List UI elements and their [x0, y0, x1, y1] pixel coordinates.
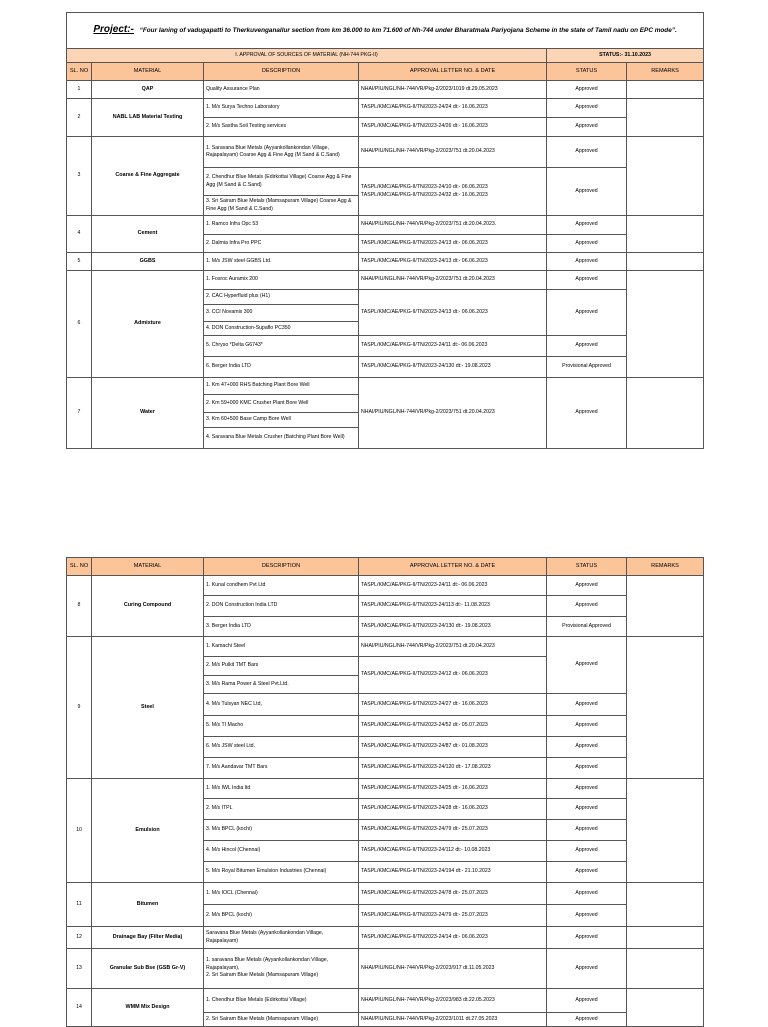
status: Approved: [547, 81, 627, 99]
status: Approved: [547, 927, 627, 949]
status: Approved: [547, 118, 627, 137]
description: 3. Km 60+500 Base Camp Bore Well: [204, 413, 359, 428]
approval-letter: TASPL/KMC/AE/PKG-II/TN/2023-24/113 dt:- 11.08.2023: [359, 596, 547, 617]
status: Approved: [547, 378, 627, 449]
sl-no: 10: [67, 779, 92, 883]
remarks: [627, 883, 704, 927]
material: NABL LAB Material Testing: [92, 99, 204, 137]
material: Drainage Bay (Filter Media): [92, 927, 204, 949]
description: 3. M/s BPCL (kochi): [204, 820, 359, 841]
project-description: “Four laning of vadugapatti to Therkuvenganallur section from km 36.000 to km 71.600 of Nh-744 under Bharatmala Pariyojana Scheme in the state of Tamil nadu on EPC mode”.: [139, 27, 677, 34]
material: Emulsion: [92, 779, 204, 883]
sl-no: 2: [67, 99, 92, 137]
header-remarks: REMARKS: [627, 558, 704, 576]
approval-letter: TASPL/KMC/AE/PKG-II/TN/2023-24/28 dt:- 16.06.2023: [359, 799, 547, 820]
sl-no: 3: [67, 137, 92, 216]
description: 1. Chendhur Blue Metals (Edirkottai Village): [204, 989, 359, 1013]
status: Approved: [547, 99, 627, 118]
sl-no: 1: [67, 81, 92, 99]
sl-no: 13: [67, 949, 92, 989]
description: 2. Km 59+000 KMC Crusher Plant Bore Well: [204, 395, 359, 413]
approval-letter: TASPL/KMC/AE/PKG-II/TN/2023-24/14 dt:- 06.06.2023: [359, 927, 547, 949]
table-row: [67, 99, 704, 118]
approval-letter: TASPL/KMC/AE/PKG-II/TN/2023-24/78 dt:- 25.07.2023: [359, 883, 547, 905]
approval-letter: TASPL/KMC/AE/PKG-II/TN/2023-24/11 dt:- 06.06.2023: [359, 576, 547, 596]
table-row: [67, 989, 704, 1013]
description: 4. Saravana Blue Metals Crusher (Batching Plant Bore Well): [204, 428, 359, 449]
sl-no: 12: [67, 927, 92, 949]
material: Admixture: [92, 271, 204, 378]
approval-letter: TASPL/KMC/AE/PKG-II/TN/2023-24/87 dt:- 01.08.2023: [359, 737, 547, 758]
description: 1. Kunal condhem Pvt Ltd: [204, 576, 359, 596]
remarks: [627, 779, 704, 883]
project-title: [67, 13, 704, 49]
approval-letter: NHAI/PIU/NGL/NH-744/VR/Pkg-2/2023/751 dt.20.04.2023.: [359, 216, 547, 235]
section-title: I. APPROVAL OF SOURCES OF MATERIAL (NH-744 PKG-II): [67, 49, 547, 63]
description: 1. M/s Surya Techno Laboratory: [204, 99, 359, 118]
status: Approved: [547, 862, 627, 883]
description: Quality Assurance Plan: [204, 81, 359, 99]
sl-no: 4: [67, 216, 92, 253]
approval-letter: TASPL/KMC/AE/PKG-II/TN/2023-24/194 dt:- 21.10.2023: [359, 862, 547, 883]
approval-table-page-1: [66, 12, 704, 449]
description: 2. M/s ITPL: [204, 799, 359, 820]
description: 2. Chendhur Blue Metals (Edirkottai Village) Coarse Agg & Fine Agg (M Sand & C.Sand): [204, 168, 359, 196]
table-row: [67, 949, 704, 989]
description: 7. M/s Aandavar TMT Bars: [204, 758, 359, 779]
status: Approved: [547, 883, 627, 905]
remarks: [627, 637, 704, 779]
header-sl-no: SL. NO: [67, 558, 92, 576]
description: [204, 949, 359, 989]
approval-letter-line: TASPL/KMC/AE/PKG-II/TN/2023-24/10 dt:- 06.06.2023: [361, 184, 488, 191]
remarks: [627, 949, 704, 989]
sl-no: 11: [67, 883, 92, 927]
approval-letter: TASPL/KMC/AE/PKG-II/TN/2023-24/120 dt:- 17.08.2023: [359, 758, 547, 779]
approval-letter: TASPL/KMC/AE/PKG-II/TN/2023-24/130 dt:- 19.08.2023: [359, 357, 547, 378]
description: 1. M/s JSW steel GGBS Ltd.: [204, 253, 359, 271]
table-row: [67, 883, 704, 905]
status: Approved: [547, 137, 627, 168]
approval-letter: TASPL/KMC/AE/PKG-II/TN/2023-24/52 dt:- 05.07.2023: [359, 716, 547, 737]
approval-letter: [359, 168, 547, 216]
approval-letter: NHAI/PIU/NGL/NH-744/VR/Pkg-2/2023/1011 dt.27.05.2023: [359, 1013, 547, 1027]
status: Approved: [547, 336, 627, 357]
approval-letter: NHAI/PIU/NGL/NH-744/VR/Pkg-2/2023/1019 dt.29.05.2023: [359, 81, 547, 99]
remarks: [627, 253, 704, 271]
description: 1. Saravana Blue Metals (Ayyankollankondan Village, Rajapalayam) Coarse Agg & Fine Agg (M Sand & C.Sand): [204, 137, 359, 168]
material: Cement: [92, 216, 204, 253]
description: 2. M/s BPCL (kochi): [204, 905, 359, 927]
description: 2. Sri Sairam Blue Metals (Mamsapuram Village): [204, 1013, 359, 1027]
description: 4. M/s Hincol (Chennai): [204, 841, 359, 862]
table-row: [67, 216, 704, 235]
remarks: [627, 989, 704, 1027]
status: Provisional Approved: [547, 357, 627, 378]
status: Approved: [547, 949, 627, 989]
description: 1. Kamachi Steel: [204, 637, 359, 657]
header-status: STATUS: [547, 63, 627, 81]
table-row: [67, 779, 704, 799]
table-row: [67, 271, 704, 290]
header-status: STATUS: [547, 558, 627, 576]
approval-letter: TASPL/KMC/AE/PKG-II/TN/2023-24/11 dt:- 06.06.2023: [359, 336, 547, 357]
remarks: [627, 137, 704, 216]
approval-letter: NHAI/PIU/NGL/NH-744/VR/Pkg-2/2023/751 dt.20.04.2023: [359, 378, 547, 449]
approval-letter: NHAI/PIU/NGL/NH-744/VR/Pkg-2/2023/751 dt.20.04.2023: [359, 637, 547, 657]
status: Approved: [547, 168, 627, 216]
description: 4. M/s Tulsyan NEC Ltd,: [204, 694, 359, 716]
description: 2. M/s Pulkit TMT Bars: [204, 657, 359, 676]
description: 2. DON Construction India LTD: [204, 596, 359, 617]
approval-letter: TASPL/KMC/AE/PKG-II/TN/2023-24/79 dt:- 25.07.2023: [359, 820, 547, 841]
status: Approved: [547, 841, 627, 862]
description: 6. M/s JSW steel Ltd.: [204, 737, 359, 758]
sl-no: 9: [67, 637, 92, 779]
approval-letter: NHAI/PIU/NGL/NH-744/VR/Pkg-2/2023/751 dt.20.04.2023: [359, 137, 547, 168]
status: Approved: [547, 290, 627, 336]
remarks: [627, 378, 704, 449]
material: WMM Mix Design: [92, 989, 204, 1027]
description: 3. Berger India LTD: [204, 617, 359, 637]
table-row: [67, 576, 704, 596]
description: 1. Km 47+000 RHS Batching Plant Bore Well: [204, 378, 359, 395]
approval-letter: TASPL/KMC/AE/PKG-II/TN/2023-24/12 dt:- 06.06.2023: [359, 657, 547, 694]
remarks: [627, 81, 704, 99]
remarks: [627, 99, 704, 137]
description: 2. Dalmia Infra Pro PPC: [204, 235, 359, 253]
description: 5. Chryso *Delta G6743*: [204, 336, 359, 357]
approval-letter: TASPL/KMC/AE/PKG-II/TN/2023-24/112 dt:- 10.08.2023: [359, 841, 547, 862]
description: 3. CCI Novamix 300: [204, 305, 359, 322]
approval-letter: NHAI/PIU/NGL/NH-744/VR/Pkg-2/2023/983 dt.22.05.2023: [359, 989, 547, 1013]
material: Granular Sub Bse (GSB Gr-V): [92, 949, 204, 989]
table-row: [67, 253, 704, 271]
status: Approved: [547, 216, 627, 235]
table-header-row: [67, 558, 704, 576]
approval-letter: TASPL/KMC/AE/PKG-II/TN/2023-24/27 dt:- 16.06.2023: [359, 694, 547, 716]
approval-letter: TASPL/KMC/AE/PKG-II/TN/2023-24/130 dt:- 19.08.2023: [359, 617, 547, 637]
status: Approved: [547, 1013, 627, 1027]
description: 5. M/s TI Macho: [204, 716, 359, 737]
header-material: MATERIAL: [92, 63, 204, 81]
material: Steel: [92, 637, 204, 779]
status: Provisional Approved: [547, 617, 627, 637]
table-header-row: [67, 63, 704, 81]
status: Approved: [547, 799, 627, 820]
approval-letter: TASPL/KMC/AE/PKG-II/TN/2023-24/26 dt:- 16.06.2023: [359, 118, 547, 137]
approval-letter: TASPL/KMC/AE/PKG-II/TN/2023-24/25 dt:- 16.06.2023: [359, 779, 547, 799]
table-row: [67, 81, 704, 99]
description: 5. M/s Royal Bitumen Emulsion Industries (Chennai): [204, 862, 359, 883]
header-approval-letter: APPROVAL LETTER NO. & DATE: [359, 63, 547, 81]
approval-table-page-2: [66, 557, 704, 1027]
status: Approved: [547, 253, 627, 271]
remarks: [627, 216, 704, 253]
description: 3. M/s Rama Power & Steel Pvt.Ltd.: [204, 676, 359, 694]
description: 1. M/s IOCL (Chennai): [204, 883, 359, 905]
description: 2. CAC Hyperfluid plus (H1): [204, 290, 359, 305]
material: Bitumen: [92, 883, 204, 927]
project-label: Project:-: [93, 24, 134, 35]
description: 2. M/s Sastha Soil Testing services: [204, 118, 359, 137]
material: QAP: [92, 81, 204, 99]
status: Approved: [547, 637, 627, 694]
status: Approved: [547, 694, 627, 716]
header-remarks: REMARKS: [627, 63, 704, 81]
material: Water: [92, 378, 204, 449]
status: Approved: [547, 989, 627, 1013]
table-row: [67, 637, 704, 657]
description: 1. Fosroc Auramix 200: [204, 271, 359, 290]
remarks: [627, 576, 704, 637]
description: Saravana Blue Metals (Ayyankollankondan Village, Rajapalayam): [204, 927, 359, 949]
description: 3. Sri Sairam Blue Metals (Mamsapuram Village) Coarse Agg & Fine Agg (M Sand & C.Sand): [204, 196, 359, 216]
header-material: MATERIAL: [92, 558, 204, 576]
header-description: DESCRIPTION: [204, 63, 359, 81]
approval-letter: TASPL/KMC/AE/PKG-II/TN/2023-24/13 dt:- 06.06.2023: [359, 235, 547, 253]
approval-letter-line: TASPL/KMC/AE/PKG-II/TN/2023-24/32 dt:- 16.06.2023: [361, 191, 488, 198]
approval-letter: TASPL/KMC/AE/PKG-II/TN/2023-24/24 dt:- 16.06.2023: [359, 99, 547, 118]
status: Approved: [547, 779, 627, 799]
sl-no: 7: [67, 378, 92, 449]
approval-letter: TASPL/KMC/AE/PKG-II/TN/2023-24/79 dt:- 25.07.2023: [359, 905, 547, 927]
table-row: [67, 927, 704, 949]
header-approval-letter: APPROVAL LETTER NO. & DATE: [359, 558, 547, 576]
status: Approved: [547, 576, 627, 596]
description: 1. Ramco Infra Opc 53: [204, 216, 359, 235]
sl-no: 6: [67, 271, 92, 378]
description-line: 1. saravana Blue Metals (Ayyankollankondan Village, Rajapalayam),: [206, 957, 329, 971]
status: Approved: [547, 716, 627, 737]
description: 1. M/s IWL India ltd: [204, 779, 359, 799]
material: Curing Compound: [92, 576, 204, 637]
description-line: 2. Sri Sairam Blue Metals (Mamsapuram Village): [206, 972, 319, 979]
table-row: [67, 378, 704, 395]
header-description: DESCRIPTION: [204, 558, 359, 576]
sl-no: 14: [67, 989, 92, 1027]
description: 4. DON Construction-Supaflo PC350: [204, 322, 359, 336]
description: 6. Berger India LTD: [204, 357, 359, 378]
status: Approved: [547, 235, 627, 253]
header-sl-no: SL. NO: [67, 63, 92, 81]
sl-no: 5: [67, 253, 92, 271]
approval-letter: TASPL/KMC/AE/PKG-II/TN/2023-24/13 dt:- 06.06.2023: [359, 253, 547, 271]
material: GGBS: [92, 253, 204, 271]
remarks: [627, 271, 704, 378]
status: Approved: [547, 905, 627, 927]
status: Approved: [547, 758, 627, 779]
status-date: STATUS:- 31.10.2023: [547, 49, 704, 63]
status: Approved: [547, 596, 627, 617]
status: Approved: [547, 820, 627, 841]
table-row: [67, 137, 704, 168]
remarks: [627, 927, 704, 949]
material: Coarse & Fine Aggregate: [92, 137, 204, 216]
status: Approved: [547, 271, 627, 290]
sl-no: 8: [67, 576, 92, 637]
approval-letter: NHAI/PIU/NGL/NH-744/VR/Pkg-2/2023/751 dt.20.04.2023: [359, 271, 547, 290]
approval-letter: TASPL/KMC/AE/PKG-II/TN/2023-24/13 dt:- 06.06.2023: [359, 290, 547, 336]
status: Approved: [547, 737, 627, 758]
approval-letter: NHAI/PIU/NGL/NH-744/VR/Pkg-2/2023/917 dt.11.05.2023: [359, 949, 547, 989]
